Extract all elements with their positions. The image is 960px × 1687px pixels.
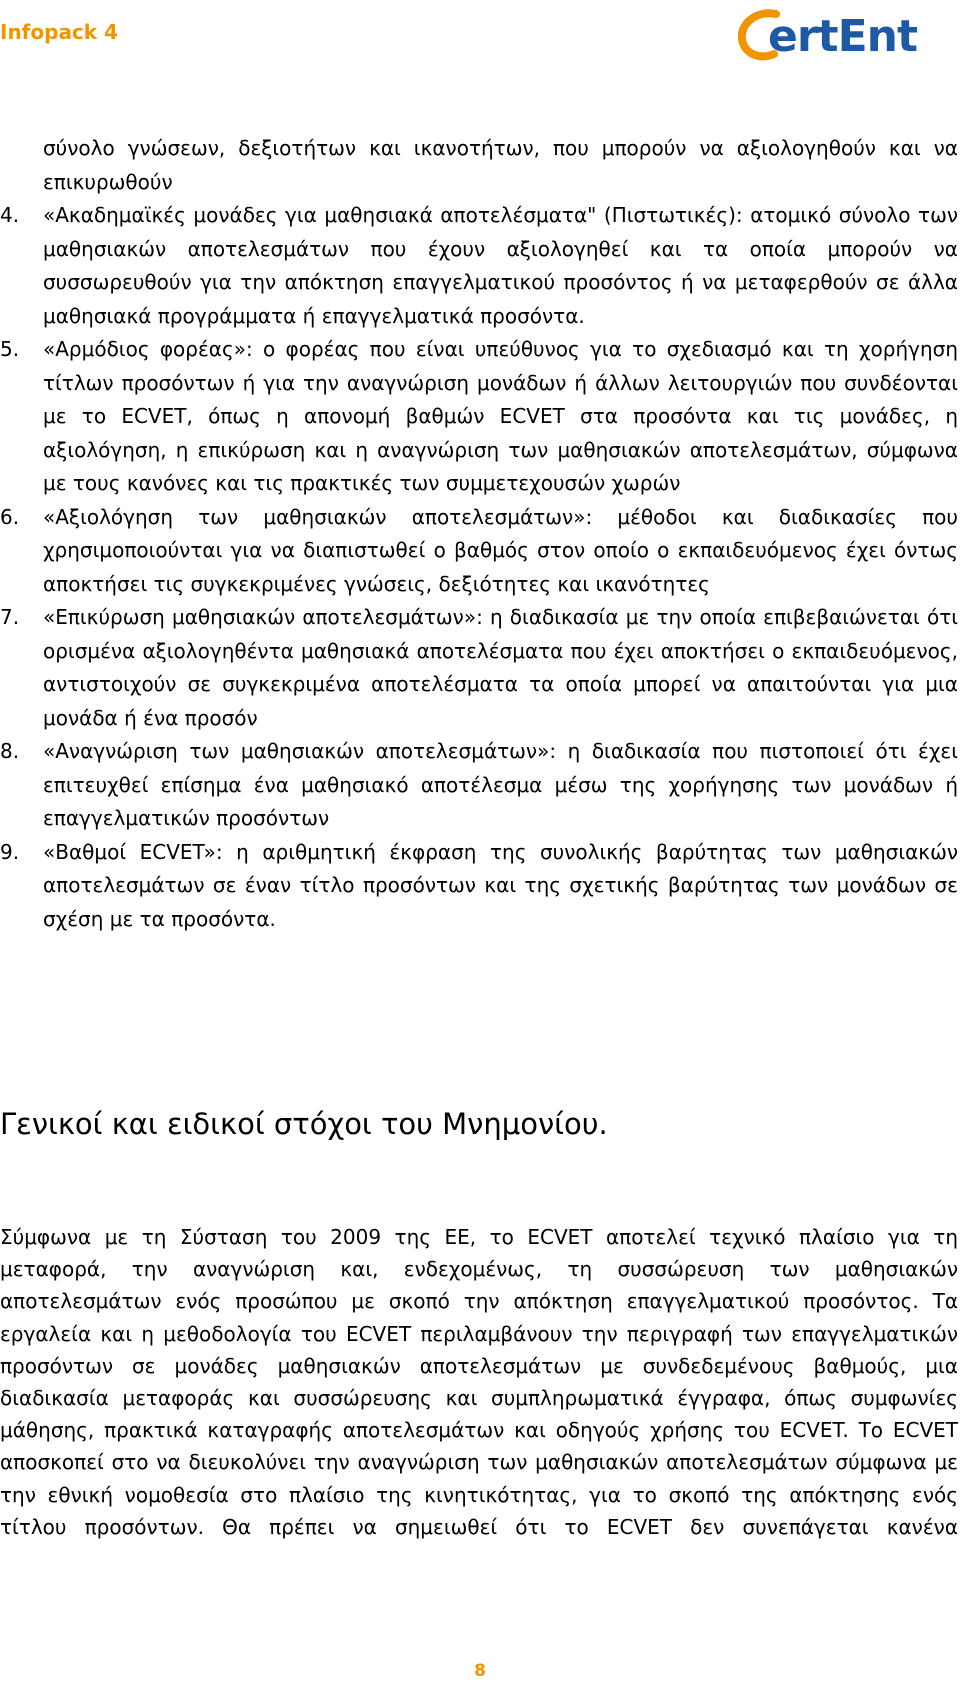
definition-item-5 <box>0 333 958 501</box>
definition-number: 8. <box>0 739 20 763</box>
definition-number: 5. <box>0 337 20 361</box>
body-paragraph: Σύμφωνα με τη Σύσταση του 2009 της ΕΕ, το ECVET αποτελεί τεχνικό πλαίσιο για τη μεταφορά, την αναγνώριση και, ενδεχομένως, τη συσσώρευση των μαθησιακών αποτελεσμάτων ενός προσώπου με σκοπό την απόκτηση επαγγελματικού προσόντος. Τα εργαλεία και η μεθοδολογία του ECVET περιλαμβάνουν την περιγραφή των επαγγελματικών προσόντων σε μονάδες μαθησιακών αποτελεσμάτων με συνδεδεμένους βαθμούς, μια διαδικασία μεταφοράς και συσσώρευσης και συμπληρωματικά έγγραφα, όπως συμφωνίες μάθησης, πρακτικά καταγραφής αποτελεσμάτων και οδηγούς χρήσης του ECVET. Το ECVET αποσκοπεί στο να διευκολύνει την αναγνώριση των μαθησιακών αποτελεσμάτων σύμφωνα με την εθνική νομοθεσία στο πλαίσιο της κινητικότητας, για το σκοπό της απόκτησης ενός τίτλου προσόντων. Θα πρέπει να σημειωθεί ότι το ECVET δεν συνεπάγεται κανένα <box>0 1225 958 1539</box>
definition-item-9 <box>0 836 958 937</box>
definition-number: 7. <box>0 605 20 629</box>
page-number: 8 <box>474 1661 486 1681</box>
definition-number: 4. <box>0 203 20 227</box>
definitions-continuation-block <box>0 132 958 936</box>
continuation-text: σύνολο γνώσεων, δεξιοτήτων και ικανοτήτων, που μπορούν να αξιολογηθούν και να επικυρωθούν <box>43 136 958 194</box>
definition-text: «Ακαδημαϊκές μονάδες για μαθησιακά αποτελέσματα" (Πιστωτικές): ατομικό σύνολο των μαθησιακών αποτελεσμάτων που έχουν αξιολογηθεί και τα οποία μπορούν να συσσωρευθούν για την απόκτηση επαγγελματικού προσόντος ή να μεταφερθούν σε άλλα μαθησιακά προγράμματα ή επαγγελματικά προσόντα. <box>43 203 958 328</box>
definition-item-4 <box>0 199 958 333</box>
section-heading: Γενικοί και ειδικοί στόχοι του Μνημονίου. <box>0 1107 608 1141</box>
definition-item-7 <box>0 601 958 735</box>
certent-logo <box>738 6 948 64</box>
definition-text: «Αρμόδιος φορέας»: ο φορέας που είναι υπεύθυνος για το σχεδιασμό και τη χορήγηση τίτλων προσόντων ή για την αναγνώριση μονάδων ή άλλων λειτουργιών που συνδέονται με το ECVET, όπως η απονομή βαθμών ECVET στα προσόντα και τις μονάδες, η αξιολόγηση, η επικύρωση και η αναγνώριση των μαθησιακών αποτελεσμάτων, σύμφωνα με τους κανόνες και τις πρακτικές των συμμετεχουσών χωρών <box>43 337 958 495</box>
definition-item-6 <box>0 501 958 602</box>
definition-text: «Επικύρωση μαθησιακών αποτελεσμάτων»: η διαδικασία με την οποία επιβεβαιώνεται ότι ορισμένα αξιολογηθέντα μαθησιακά αποτελέσματα που έχει αποκτήσει ο εκπαιδευόμενος, αντιστοιχούν σε συγκεκριμένα αποτελέσματα τα οποία μπορεί να απαιτούνται για μια μονάδα ή ένα προσόν <box>43 605 958 730</box>
definition-number: 6. <box>0 504 20 529</box>
header-section-label: Infopack 4 <box>0 20 118 44</box>
logo-wordmark: ertEnt <box>768 11 917 62</box>
definition-item-8 <box>0 735 958 836</box>
definition-text: «Αξιολόγηση των μαθησιακών αποτελεσμάτων»: μέθοδοι και διαδικασίες που χρησιμοποιούνται για να διαπιστωθεί ο βαθμός στον οποίο ο εκπαιδευόμενος έχει όντως αποκτήσει τις συγκεκριμένες γνώσεις, δεξιότητες και ικανότητες <box>43 504 958 596</box>
definition-text: «Βαθμοί ECVET»: η αριθμητική έκφραση της συνολικής βαρύτητας των μαθησιακών αποτελεσμάτων σε έναν τίτλο προσόντων και της σχετικής βαρύτητας των μονάδων σε σχέση με τα προσόντα. <box>43 839 958 931</box>
definition-text: «Αναγνώριση των μαθησιακών αποτελεσμάτων»: η διαδικασία που πιστοποιεί ότι έχει επιτευχθεί επίσημα ένα μαθησιακό αποτέλεσμα μέσω της χορήγησης των μονάδων ή επαγγελματικών προσόντων <box>43 739 958 830</box>
definition-number: 9. <box>0 839 20 864</box>
